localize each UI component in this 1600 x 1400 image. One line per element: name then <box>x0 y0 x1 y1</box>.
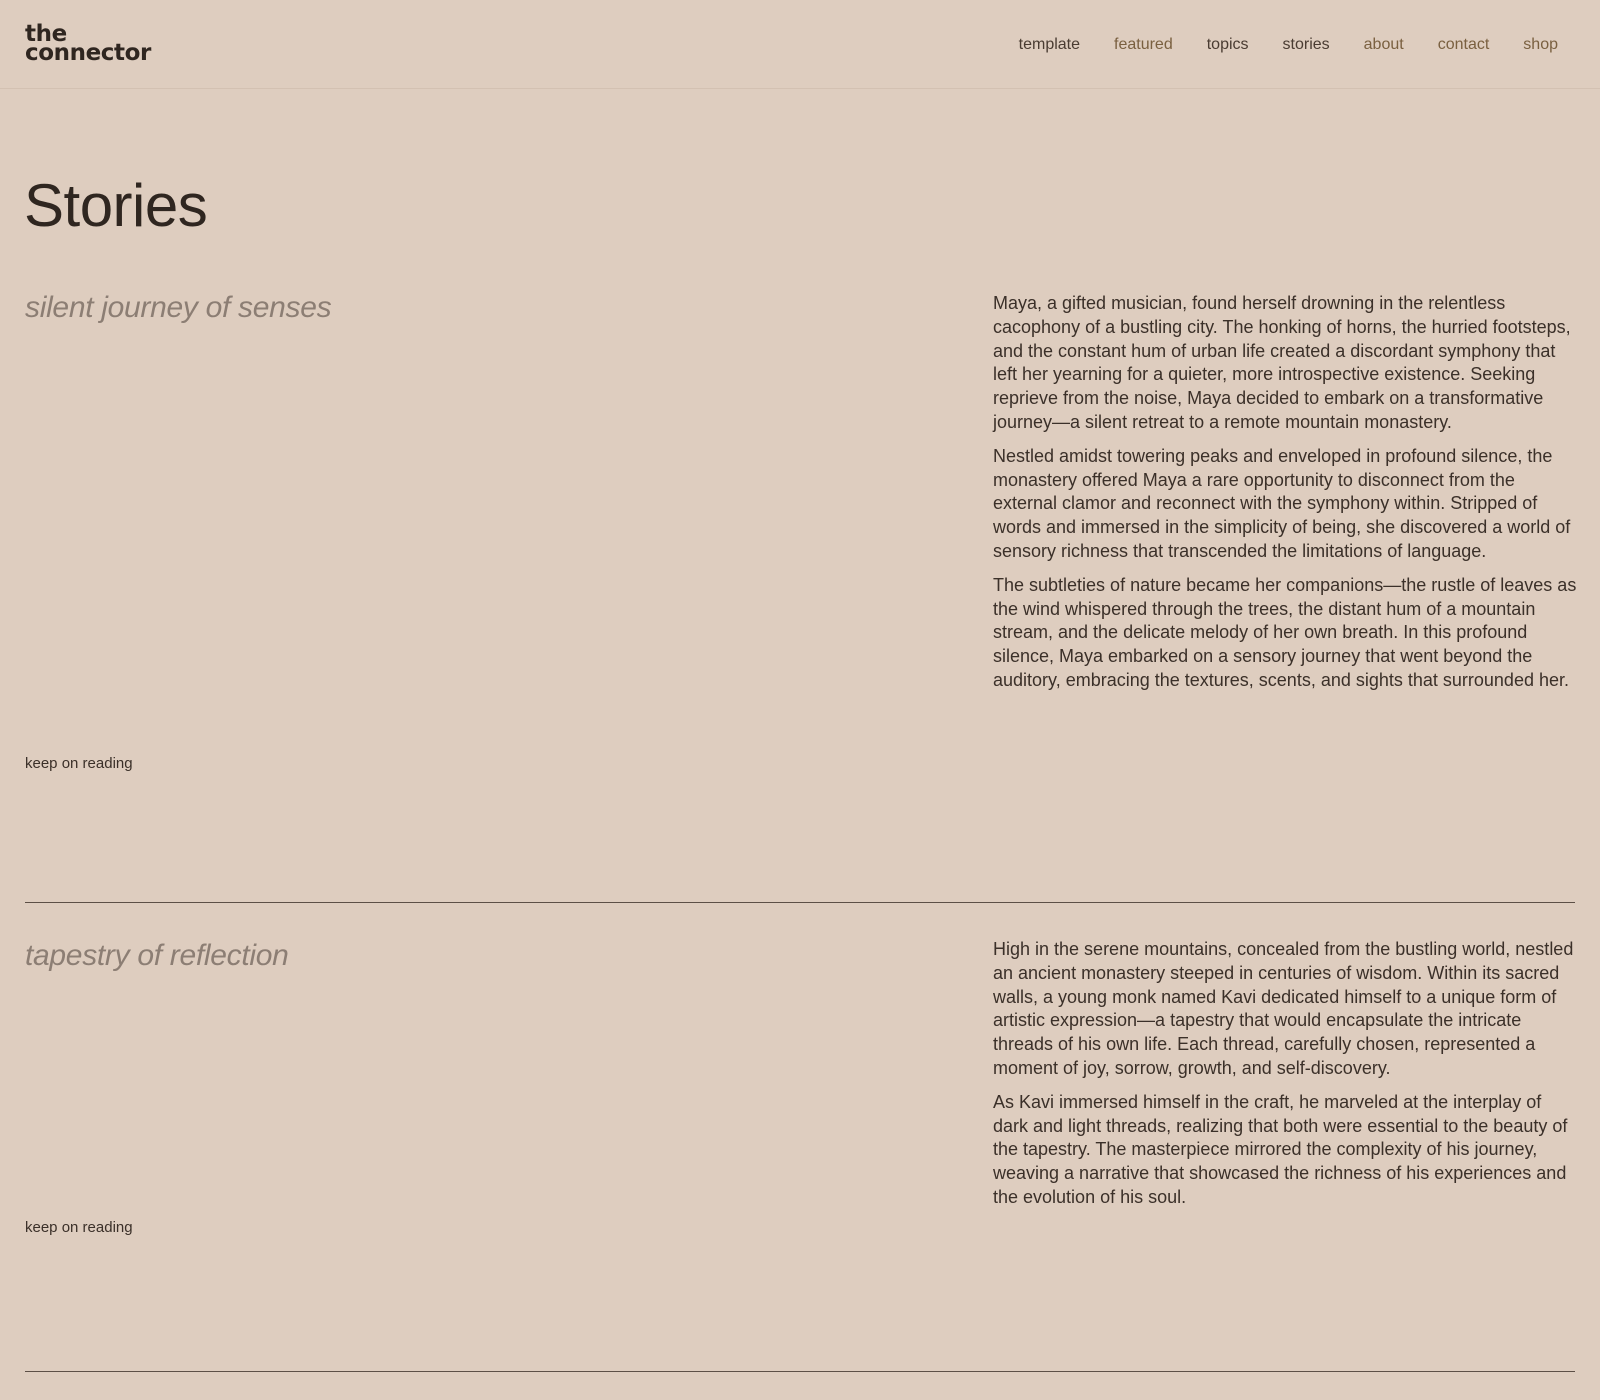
nav-item-contact[interactable]: contact <box>1437 36 1490 53</box>
story-title[interactable]: tapestry of reflection <box>25 939 289 972</box>
story-body <box>993 938 1578 1220</box>
story-card <box>25 932 1575 1372</box>
story-body <box>993 292 1578 703</box>
keep-reading-link[interactable]: keep on reading <box>25 755 133 772</box>
main-nav <box>1019 35 1558 55</box>
nav-item-topics[interactable]: topics <box>1206 36 1249 53</box>
story-paragraph: Nestled amidst towering peaks and enveloped in profound silence, the monastery offered Maya a rare opportunity to disconnect from the external clamor and reconnect with the symphony within. Stripped of words and immersed in the simplicity of being, she discovered a world of sensory richness that transcended the limitations of language. <box>993 445 1571 561</box>
nav-item-featured[interactable]: featured <box>1114 36 1173 53</box>
story-paragraph: The subtleties of nature became her companions—the rustle of leaves as the wind whispered through the trees, the distant hum of a mountain stream, and the delicate melody of her own breath. In this profound silence, Maya embarked on a sensory journey that went beyond the auditory, embracing the textures, scents, and sights that surrounded her. <box>993 574 1577 690</box>
story-card <box>25 286 1575 903</box>
story-paragraph: Maya, a gifted musician, found herself drowning in the relentless cacophony of a bustling city. The honking of horns, the hurried footsteps, and the constant hum of urban life created a discordant symphony that left her yearning for a quieter, more introspective existence. Seeking reprieve from the noise, Maya decided to embark on a transformative journey—a silent retreat to a remote mountain monastery. <box>993 293 1571 432</box>
page-title: Stories <box>24 172 208 239</box>
story-paragraph: High in the serene mountains, concealed from the bustling world, nestled an ancient monastery steeped in centuries of wisdom. Within its sacred walls, a young monk named Kavi dedicated himself to a unique form of artistic expression—a tapestry that would encapsulate the intricate threads of his own life. Each thread, carefully chosen, represented a moment of joy, sorrow, growth, and self-discovery. <box>993 939 1574 1078</box>
site-header <box>0 0 1600 89</box>
story-title[interactable]: silent journey of senses <box>25 291 332 324</box>
keep-reading-link[interactable]: keep on reading <box>25 1219 133 1236</box>
story-paragraph: As Kavi immersed himself in the craft, he marveled at the interplay of dark and light threads, realizing that both were essential to the beauty of the tapestry. The masterpiece mirrored the complexity of his journey, weaving a narrative that showcased the richness of his experiences and the evolution of his soul. <box>993 1091 1568 1207</box>
nav-item-template[interactable]: template <box>1018 36 1081 53</box>
nav-item-stories[interactable]: stories <box>1282 36 1330 53</box>
nav-item-shop[interactable]: shop <box>1523 36 1558 53</box>
site-logo[interactable]: the connector <box>25 21 151 66</box>
nav-item-about[interactable]: about <box>1363 36 1404 53</box>
